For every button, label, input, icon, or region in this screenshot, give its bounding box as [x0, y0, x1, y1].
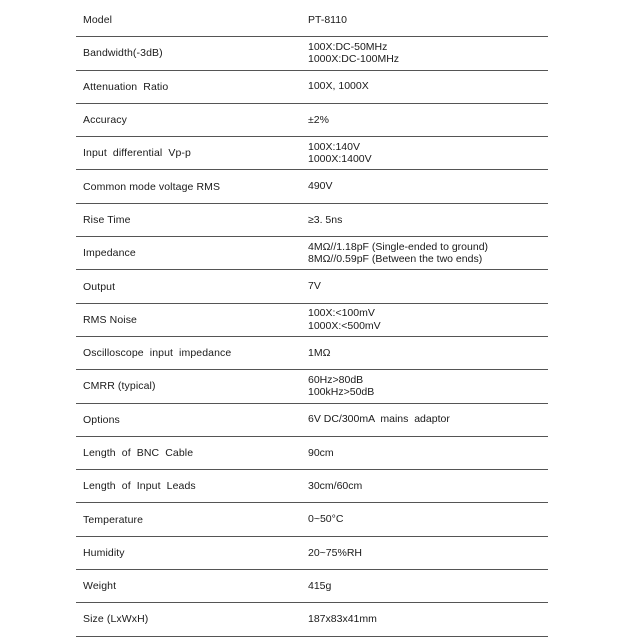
- spec-row: [76, 104, 548, 137]
- spec-label: Output: [83, 280, 116, 293]
- spec-value-line: 4MΩ//1.18pF (Single-ended to ground): [308, 240, 489, 253]
- spec-row: [76, 237, 548, 270]
- spec-value: [308, 241, 548, 266]
- spec-label: Oscilloscope input impedance: [83, 347, 232, 360]
- spec-row: [76, 170, 548, 203]
- spec-value: [308, 307, 548, 332]
- spec-label: Attenuation Ratio: [83, 80, 169, 93]
- spec-value: [308, 374, 548, 399]
- spec-value: [308, 447, 548, 460]
- spec-value: [308, 547, 548, 560]
- spec-value-line: 100X:DC-50MHz: [308, 40, 388, 53]
- spec-row: [76, 304, 548, 337]
- spec-value-line: 7V: [308, 280, 321, 293]
- spec-value: [308, 580, 548, 593]
- spec-value-line: 0~50°C: [308, 513, 344, 526]
- spec-value-line: 1MΩ: [308, 346, 331, 359]
- spec-value-line: 6V DC/300mA mains adaptor: [308, 413, 450, 426]
- spec-value-line: 20~75%RH: [308, 546, 362, 559]
- spec-label: Rise Time: [83, 213, 131, 226]
- spec-value-line: 100X:140V: [308, 140, 360, 153]
- spec-value-line: 415g: [308, 579, 332, 592]
- spec-row: [76, 404, 548, 437]
- spec-value-line: 1000X:DC-100MHz: [308, 53, 400, 66]
- spec-value: [308, 280, 548, 293]
- spec-value-line: 100X, 1000X: [308, 80, 369, 93]
- spec-row: [76, 71, 548, 104]
- spec-value: [308, 14, 548, 27]
- spec-row: [76, 204, 548, 237]
- spec-row: [76, 537, 548, 570]
- spec-label: Input differential Vp-p: [83, 147, 191, 160]
- spec-value: [308, 180, 548, 193]
- spec-value: [308, 513, 548, 526]
- spec-label: Temperature: [83, 513, 144, 526]
- spec-row: [76, 337, 548, 370]
- spec-row: [76, 470, 548, 503]
- spec-label: Bandwidth(-3dB): [83, 47, 163, 60]
- spec-value-line: 187x83x41mm: [308, 613, 377, 626]
- spec-row: [76, 437, 548, 470]
- spec-value-line: 1000X:1400V: [308, 153, 372, 166]
- spec-label: Length of Input Leads: [83, 480, 196, 493]
- spec-value-line: 60Hz>80dB: [308, 373, 364, 386]
- spec-value-line: ±2%: [308, 113, 329, 126]
- spec-row: [76, 570, 548, 603]
- spec-row: [76, 4, 548, 37]
- spec-label: Common mode voltage RMS: [83, 180, 221, 193]
- spec-label: Impedance: [83, 247, 136, 260]
- spec-value-line: 490V: [308, 180, 333, 193]
- spec-row: [76, 37, 548, 70]
- spec-label: RMS Noise: [83, 313, 137, 326]
- spec-value: [308, 347, 548, 360]
- spec-value-line: PT-8110: [308, 13, 347, 26]
- spec-label: Weight: [83, 580, 117, 593]
- spec-value-line: 100X:<100mV: [308, 307, 375, 320]
- spec-value-line: 1000X:<500mV: [308, 319, 381, 332]
- spec-value-line: 90cm: [308, 446, 334, 459]
- spec-label: Length of BNC Cable: [83, 447, 194, 459]
- spec-value: [308, 80, 548, 93]
- spec-label: Humidity: [83, 546, 125, 559]
- spec-row: [76, 137, 548, 170]
- spec-value: [308, 41, 548, 66]
- spec-value: [308, 114, 548, 127]
- spec-value: [308, 141, 548, 166]
- spec-value: [308, 613, 548, 626]
- spec-label: Size (LxWxH): [83, 613, 149, 626]
- spec-value-line: 8MΩ//0.59pF (Between the two ends): [308, 253, 483, 266]
- spec-label: Model: [83, 14, 113, 27]
- spec-value: [308, 413, 548, 426]
- spec-value-line: 100kHz>50dB: [308, 386, 375, 399]
- spec-value-line: ≥3. 5ns: [308, 213, 343, 226]
- spec-label: Accuracy: [83, 114, 127, 127]
- spec-row: [76, 603, 548, 636]
- spec-row: [76, 270, 548, 303]
- spec-value: [308, 480, 548, 493]
- spec-label: CMRR (typical): [83, 380, 156, 393]
- spec-label: Options: [83, 413, 120, 426]
- spec-row: [76, 503, 548, 536]
- spec-value: [308, 214, 548, 227]
- spec-value-line: 30cm/60cm: [308, 480, 363, 493]
- spec-table: [76, 4, 548, 637]
- spec-row: [76, 370, 548, 403]
